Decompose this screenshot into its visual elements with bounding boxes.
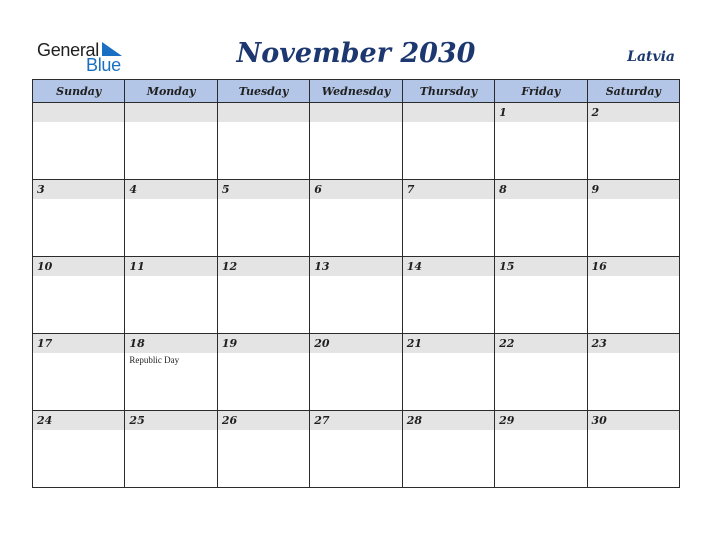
day-number-band: [495, 257, 586, 276]
day-cell-content: [310, 334, 401, 410]
day-number-band: [495, 411, 586, 430]
day-cell: [310, 103, 402, 180]
week-row: [33, 257, 680, 334]
day-number: 26: [221, 414, 238, 427]
day-cell-content: [33, 334, 124, 410]
day-cell: [217, 257, 309, 334]
day-number-band: [588, 257, 679, 276]
day-cell: [33, 257, 125, 334]
day-cell-content: [218, 257, 309, 333]
day-cell-content: [125, 103, 216, 179]
country-label: Latvia: [627, 49, 675, 65]
day-cell: [402, 334, 494, 411]
day-number-band: [310, 334, 401, 353]
day-cell-content: [218, 180, 309, 256]
day-cell-content: [310, 411, 401, 487]
day-number: 16: [591, 260, 607, 273]
day-cell-content: [403, 334, 494, 410]
day-cell-content: [588, 180, 679, 256]
day-cell-content: [218, 103, 309, 179]
day-cell: [587, 257, 679, 334]
day-cell: [587, 180, 679, 257]
day-number: 2: [591, 106, 600, 119]
day-number-band: [403, 334, 494, 353]
day-number-band: [33, 257, 124, 276]
day-cell-content: [495, 103, 586, 179]
day-cell-content: [403, 257, 494, 333]
day-cell: [495, 257, 587, 334]
day-cell: [125, 103, 217, 180]
day-cell-content: [218, 334, 309, 410]
day-number: 12: [221, 260, 238, 273]
day-number: 6: [314, 183, 322, 196]
day-number: 22: [499, 337, 515, 350]
day-number: 1: [499, 106, 507, 119]
day-cell-content: [125, 257, 216, 333]
day-cell: [310, 411, 402, 488]
day-cell-content: [310, 180, 401, 256]
calendar-title: November 2030: [236, 38, 476, 69]
day-cell: [125, 180, 217, 257]
day-number: 10: [37, 260, 53, 273]
day-number-band: [218, 334, 309, 353]
day-number: 28: [406, 414, 422, 427]
day-number: 7: [406, 183, 415, 196]
day-cell: [587, 334, 679, 411]
day-number: 24: [37, 414, 53, 427]
day-number-band: [310, 411, 401, 430]
day-cell: [217, 180, 309, 257]
day-cell-content: [495, 411, 586, 487]
day-cell-content: [125, 411, 216, 487]
day-number-band: [310, 257, 401, 276]
day-cell-content: [588, 334, 679, 410]
day-cell: [402, 103, 494, 180]
day-number-band: [403, 103, 494, 122]
day-number-band: [125, 103, 216, 122]
day-number-band: [125, 180, 216, 199]
day-cell-content: [403, 180, 494, 256]
day-number: 15: [499, 260, 515, 273]
day-cell-content: [588, 257, 679, 333]
day-number-band: [33, 180, 124, 199]
weekday-header-row: [33, 80, 680, 103]
day-cell-content: [403, 103, 494, 179]
day-cell: [310, 334, 402, 411]
day-number: 30: [591, 414, 607, 427]
day-cell: [33, 103, 125, 180]
day-number-band: [310, 103, 401, 122]
day-cell: [402, 257, 494, 334]
day-number: 19: [221, 337, 238, 350]
day-cell: [217, 103, 309, 180]
week-row: [33, 180, 680, 257]
weekday-header: Tuesday: [217, 80, 309, 103]
day-number: 14: [406, 260, 422, 273]
weekday-header: Wednesday: [310, 80, 402, 103]
day-number: 9: [591, 183, 600, 196]
day-cell: [495, 180, 587, 257]
day-number-band: [495, 334, 586, 353]
day-number-band: [218, 411, 309, 430]
day-number-band: [310, 180, 401, 199]
day-number-band: [125, 334, 216, 353]
day-cell: [495, 411, 587, 488]
day-cell: [33, 180, 125, 257]
day-cell-content: [495, 334, 586, 410]
day-number: 11: [129, 260, 145, 273]
day-number-band: [588, 103, 679, 122]
day-cell-content: [588, 411, 679, 487]
day-number-band: [33, 103, 124, 122]
day-cell-content: [403, 411, 494, 487]
holiday-label: Republic Day: [129, 355, 180, 365]
day-cell: [310, 180, 402, 257]
day-number: 20: [314, 337, 330, 350]
day-number: 25: [129, 414, 145, 427]
day-number: 18: [129, 337, 145, 350]
day-number: 23: [591, 337, 607, 350]
weekday-header: Saturday: [587, 80, 679, 103]
day-number-band: [33, 411, 124, 430]
day-number-band: [403, 411, 494, 430]
day-cell-content: [310, 103, 401, 179]
day-cell-content: [33, 411, 124, 487]
day-cell: [217, 334, 309, 411]
day-cell-content: [33, 103, 124, 179]
day-number-band: [33, 334, 124, 353]
day-cell: [33, 334, 125, 411]
logo-text-blue: Blue: [86, 55, 121, 75]
day-number-band: [125, 411, 216, 430]
day-number: 4: [129, 183, 138, 196]
weekday-header: Monday: [125, 80, 217, 103]
day-cell: [125, 334, 217, 411]
day-cell-content: [495, 180, 586, 256]
day-cell: [402, 411, 494, 488]
day-number-band: [218, 180, 309, 199]
day-number: 5: [221, 183, 230, 196]
day-number: 17: [37, 337, 53, 350]
day-number: 3: [37, 183, 45, 196]
week-row: [33, 411, 680, 488]
day-number-band: [403, 257, 494, 276]
day-number-band: [495, 103, 586, 122]
weekday-header: Thursday: [402, 80, 494, 103]
day-number-band: [218, 103, 309, 122]
week-row: [33, 334, 680, 411]
weekday-header: Sunday: [33, 80, 125, 103]
day-cell-content: [125, 180, 216, 256]
logo-text-general: General: [37, 40, 99, 60]
day-cell-content: [310, 257, 401, 333]
weekday-header: Friday: [495, 80, 587, 103]
day-cell: [310, 257, 402, 334]
day-cell-content: [125, 334, 216, 410]
day-cell: [587, 103, 679, 180]
day-cell-content: [588, 103, 679, 179]
day-cell: [402, 180, 494, 257]
day-cell-content: [33, 180, 124, 256]
day-cell: [587, 411, 679, 488]
day-cell: [495, 103, 587, 180]
day-number-band: [403, 180, 494, 199]
day-cell-content: [495, 257, 586, 333]
day-number-band: [495, 180, 586, 199]
day-cell: [33, 411, 125, 488]
day-number: 29: [499, 414, 515, 427]
day-number-band: [588, 411, 679, 430]
day-cell-content: [218, 411, 309, 487]
day-cell: [125, 411, 217, 488]
day-cell: [217, 411, 309, 488]
month-calendar: [32, 79, 680, 488]
day-number: 13: [314, 260, 330, 273]
day-number: 8: [499, 183, 507, 196]
day-number: 21: [406, 337, 422, 350]
day-cell: [495, 334, 587, 411]
day-number-band: [218, 257, 309, 276]
day-number: 27: [314, 414, 330, 427]
day-number-band: [125, 257, 216, 276]
day-cell-content: [33, 257, 124, 333]
day-cell: [125, 257, 217, 334]
day-number-band: [588, 334, 679, 353]
day-number-band: [588, 180, 679, 199]
week-row: [33, 103, 680, 180]
